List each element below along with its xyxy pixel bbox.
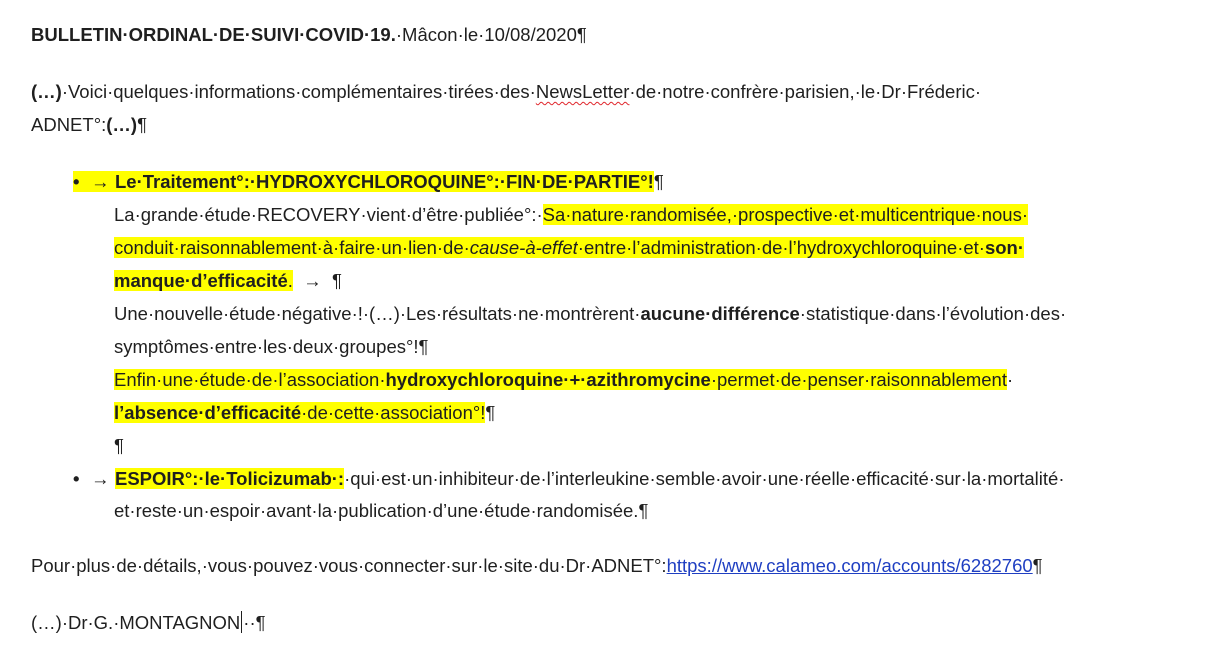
p3-pilcrow: ¶ (485, 402, 496, 423)
p3-line2-bold: l’absence·d’efficacité (114, 402, 302, 423)
bullet-1-p3-line-1 (114, 363, 1192, 396)
p1-line2-a: conduit·raisonnablement·à·faire·un·lien·de· (114, 237, 470, 258)
bullet-1-p1-line-1 (114, 198, 1192, 231)
bullet-2-text: ·qui·est·un·inhibiteur·de·l’interleukine·semble·avoir·une·réelle·efficacité·sur·la·mortalité· (344, 468, 1065, 489)
intro-ellipsis-close: (…) (106, 114, 138, 135)
intro-line-2 (31, 108, 1192, 141)
p1-line3-tail: → ¶ (292, 270, 342, 291)
p1-plain: La·grande·étude·RECOVERY·vient·d’être·publiée°:· (114, 204, 543, 225)
tab-arrow-icon: → (91, 171, 110, 192)
p2-a: Une·nouvelle·étude·négative·!·(…)·Les·résultats·ne·montrèrent· (114, 303, 641, 324)
footer-text: Pour·plus·de·détails,·vous·pouvez·vous·connecter·sur·le·site·du·Dr·ADNET°: (31, 555, 667, 576)
signature-tail: ··¶ (243, 612, 266, 633)
p2-b: ·statistique·dans·l’évolution·des· (799, 303, 1067, 324)
bullet-1-empty-line (114, 429, 1192, 462)
bullet-1-heading-pilcrow: ¶ (653, 171, 664, 192)
empty-pilcrow: ¶ (114, 435, 124, 456)
footer-line (31, 549, 1192, 582)
bullet-1-marker (73, 171, 115, 192)
bullet-2-heading: ESPOIR°:·le·Tolicizumab·: (115, 468, 345, 489)
p1-line3-end: . (287, 270, 293, 291)
newsletter-word[interactable]: NewsLetter (535, 81, 630, 102)
tab-arrow-icon: → (91, 468, 110, 489)
p3-a: Enfin·une·étude·de·l’association· (114, 369, 386, 390)
bullet-2-line-1 (73, 462, 1064, 495)
title-line (31, 18, 1192, 51)
footer-pilcrow: ¶ (1032, 555, 1043, 576)
bullet-2-line-2 (114, 494, 1192, 527)
p3-b: ·permet·de·penser·raisonnablement (710, 369, 1007, 390)
bullet-dot-icon: • (73, 468, 80, 489)
p1-line2-italic: cause-à-effet (469, 237, 578, 258)
p3-tail: · (1007, 369, 1014, 390)
p3-line2-b: ·de·cette·association°! (301, 402, 486, 423)
p1-line3-bold: manque·d’efficacité (114, 270, 288, 291)
bulletin-title: BULLETIN·ORDINAL·DE·SUIVI·COVID·19. (31, 24, 396, 45)
signature-line[interactable] (31, 606, 1192, 639)
p1-line2-b: ·entre·l’administration·de·l’hydroxychloroquine·et· (577, 237, 985, 258)
intro-line-1 (31, 75, 1192, 108)
signature-text: (…)·Dr·G.·MONTAGNON (31, 612, 241, 633)
p2-bold: aucune·différence (640, 303, 800, 324)
p3-bold: hydroxychloroquine·+·azithromycine (385, 369, 711, 390)
bullet-dot-icon: • (73, 171, 80, 192)
intro-ellipsis-open: (…) (31, 81, 62, 102)
bullet-1-heading-line (73, 165, 664, 198)
intro-text-b: ·de·notre·confrère·parisien,·le·Dr·Fréderic· (629, 81, 981, 102)
p1-line2-bold: son· (984, 237, 1025, 258)
p1-highlight-a: Sa·nature·randomisée,·prospective·et·multicentrique·nous· (542, 204, 1028, 225)
p2-line2: symptômes·entre·les·deux·groupes°!¶ (114, 336, 429, 357)
bullet-1-p1-line-2 (114, 231, 1192, 264)
bullet-2-line2: et·reste·un·espoir·avant·la·publication·d’une·étude·randomisée.¶ (114, 500, 649, 521)
bullet-1-p3-line-2 (114, 396, 1192, 429)
bullet-1-p1-line-3 (114, 264, 1192, 297)
intro-line2-text: ADNET°: (31, 114, 107, 135)
place-date: ·Mâcon·le·10/08/2020¶ (395, 24, 587, 45)
bullet-1-p2-line-1 (114, 297, 1192, 330)
calameo-link[interactable]: https://www.calameo.com/accounts/6282760 (666, 555, 1033, 576)
intro-text-a: ·Voici·quelques·informations·complémentaires·tirées·des· (61, 81, 536, 102)
intro-pilcrow: ¶ (137, 114, 148, 135)
bullet-1-heading: Le·Traitement°:·HYDROXYCHLOROQUINE°:·FIN·DE·PARTIE°! (115, 171, 654, 192)
bullet-1-p2-line-2 (114, 330, 1192, 363)
